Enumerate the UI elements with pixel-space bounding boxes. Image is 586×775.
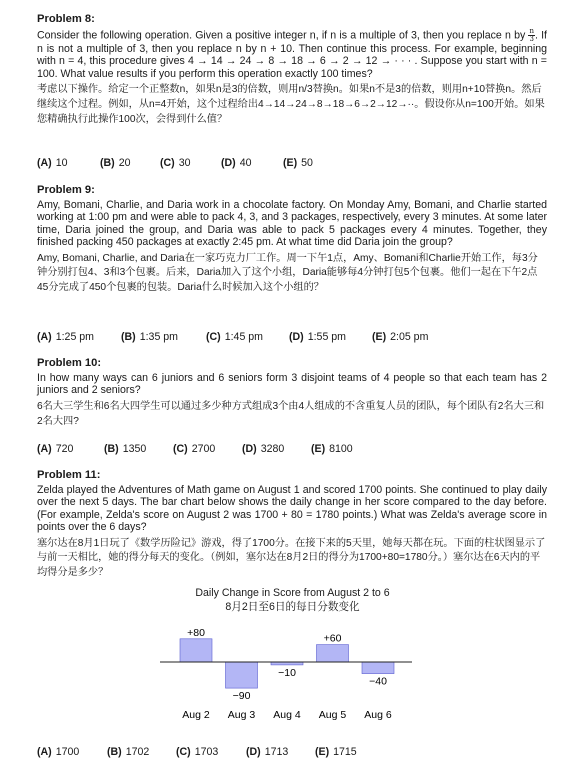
choice-11d[interactable] — [246, 746, 288, 758]
problem-8-english — [37, 28, 547, 80]
choice-9d[interactable] — [289, 331, 346, 343]
choice-value: 1715 — [333, 746, 357, 758]
choice-10d[interactable] — [242, 443, 284, 455]
problem-8-chinese: 考虑以下操作。给定一个正整数n，如果n是3的倍数，则用n/3替换n。如果n不是3的倍数，则用n+10替换n。然后继续这个过程。例如，从n=4开始，这个过程给出4→14→24→8→18→6→2→12→··。假设你从n=100开始。如果您精确执行此操作100次，会得到什么值？ — [37, 84, 545, 125]
choice-8c[interactable] — [160, 157, 191, 169]
x-tick-label: Aug 5 — [318, 709, 347, 721]
choice-value: 1350 — [122, 443, 147, 455]
choice-letter: (B) — [107, 746, 122, 758]
choice-9a[interactable] — [37, 331, 94, 343]
bar-data-label: −10 — [278, 666, 296, 679]
choice-8e[interactable] — [283, 157, 313, 169]
bar-data-label: −40 — [369, 675, 387, 688]
fraction-numerator: n — [529, 27, 534, 35]
choice-10b[interactable] — [104, 443, 146, 455]
choice-11a[interactable] — [37, 746, 79, 758]
choice-9e[interactable] — [372, 331, 428, 343]
choice-11c[interactable] — [176, 746, 218, 758]
problem-11-title: Problem 11: — [37, 469, 101, 481]
choice-9c[interactable] — [206, 331, 263, 343]
choice-value: 10 — [55, 157, 68, 169]
choice-value: 1:35 pm — [139, 331, 178, 343]
x-tick-label: Aug 2 — [182, 709, 210, 721]
choice-letter: (E) — [315, 746, 330, 758]
problem-9 — [37, 183, 547, 296]
choice-value: 2700 — [191, 443, 216, 455]
choice-11e[interactable] — [315, 746, 357, 758]
fraction-denominator: 3 — [529, 35, 534, 43]
x-tick-label: Aug 6 — [364, 709, 392, 721]
choice-value: 2:05 pm — [390, 331, 429, 343]
choice-letter: (C) — [173, 443, 188, 455]
problem-11-choices — [37, 746, 557, 760]
choice-letter: (A) — [37, 443, 52, 455]
choice-value: 1703 — [194, 746, 219, 758]
problem-10-choices — [37, 443, 557, 457]
problem-8-english-part1: Consider the following operation. Given a positive integer n, if n is a multiple of 3, then you replace n by — [37, 29, 526, 42]
choice-value: 40 — [239, 157, 252, 169]
bar-aug-3 — [226, 662, 258, 688]
bar-data-label: +80 — [187, 626, 205, 639]
choice-value: 1700 — [55, 746, 80, 758]
choice-letter: (B) — [121, 331, 136, 343]
choice-letter: (D) — [289, 331, 304, 343]
choice-letter: (C) — [176, 746, 191, 758]
bar-chart-svg — [160, 585, 425, 725]
choice-value: 3280 — [260, 443, 285, 455]
problem-9-chinese: Amy, Bomani, Charlie, and Daria在一家巧克力厂工作。周一下午1点，Amy、Bomani和Charlie开始工作，每3分钟分别打包4、3和3个包裹。后来，Daria加入了这个小组，Daria能够每4分钟打包5个包裹。他们一起在下午2点45分完成了450个包裹的包装。Daria什么时候加入这个小组的？ — [37, 252, 538, 294]
choice-letter: (A) — [37, 157, 52, 169]
problem-9-title: Problem 9: — [37, 184, 95, 196]
choice-letter: (E) — [311, 443, 326, 455]
problem-10 — [37, 356, 547, 429]
choice-10c[interactable] — [173, 443, 215, 455]
choice-letter: (B) — [104, 443, 119, 455]
choice-letter: (D) — [242, 443, 257, 455]
choice-letter: (C) — [206, 331, 221, 343]
problem-8-choices — [37, 157, 557, 171]
choice-value: 1:45 pm — [224, 331, 263, 343]
choice-letter: (D) — [221, 157, 236, 169]
choice-letter: (D) — [246, 746, 261, 758]
choice-8d[interactable] — [221, 157, 252, 169]
x-tick-label: Aug 4 — [273, 709, 301, 721]
choice-8b[interactable] — [100, 157, 131, 169]
choice-value: 1:55 pm — [307, 331, 346, 343]
choice-10a[interactable] — [37, 443, 73, 455]
problem-11-chinese: 塞尔达在8月1日玩了《数学历险记》游戏，得了1700分。在接下来的5天里，她每天都在玩。下面的柱状图显示了与前一天相比，她的得分每天的变化。（例如，塞尔达在8月2日的得分为1700+80=1780分。）塞尔达在6天内的平均得分是多少？ — [37, 537, 546, 579]
chart-title: Daily Change in Score from August 2 to 6 — [195, 587, 390, 599]
chart-subtitle: 8月2日至6日的每日分数变化 — [225, 601, 360, 613]
x-tick-label: Aug 3 — [227, 709, 256, 721]
choice-11b[interactable] — [107, 746, 149, 758]
choice-value: 50 — [301, 157, 313, 169]
choice-8a[interactable] — [37, 157, 68, 169]
choice-value: 1:25 pm — [55, 331, 94, 343]
problem-9-english: Amy, Bomani, Charlie, and Daria work in a chocolate factory. On Monday Amy, Bomani, and Charlie started working at 1:00 pm and were able to pack 4, 3, and 3 packages, respectively, every 3 minutes. At some later time, Daria joined the group, and Daria was able to pack 5 packages every 4 minutes. Together, they finished packing 450 packages at exactly 2:45 pm. At what time did Daria join the group? — [37, 199, 547, 249]
choice-letter: (A) — [37, 746, 52, 758]
choice-9b[interactable] — [121, 331, 178, 343]
problem-10-chinese: 6名大三学生和6名大四学生可以通过多少种方式组成3个由4人组成的不含重复人员的团队，每个团队有2名大三和2名大四? — [37, 400, 545, 427]
problem-11-english: Zelda played the Adventures of Math game on August 1 and scored 1700 points. She continued to play daily over the next 5 days. The bar chart below shows the daily change in her score compared to the day before. (For example, Zelda's score on August 2 was 1700 + 80 = 1780 points.) What was Zelda's average score in points over the 6 days? — [37, 484, 547, 534]
problem-8 — [37, 12, 547, 128]
choice-value: 1713 — [264, 746, 289, 758]
choice-value: 20 — [118, 157, 131, 169]
problem-8-english-part2: . If n is not a multiple of 3, then you replace n by n + 10. Then continue this process. For example, beginning with n = 4, this procedure gives 4 → 14 → 24 → 8 → 18 → 6 → 2 → 12 → · · · . Suppose you start with n = 100. What value results if you perform this operation exactly 100 times? — [37, 29, 547, 80]
problem-11 — [37, 468, 547, 581]
bar-aug-2 — [180, 639, 212, 662]
choice-letter: (E) — [372, 331, 387, 343]
problem-8-title: Problem 8: — [37, 13, 95, 25]
choice-value: 8100 — [329, 443, 353, 455]
choice-value: 30 — [178, 157, 191, 169]
problem-9-choices — [37, 331, 557, 345]
choice-value: 1702 — [125, 746, 150, 758]
choice-letter: (E) — [283, 157, 298, 169]
choice-10e[interactable] — [311, 443, 353, 455]
problem-10-english: In how many ways can 6 juniors and 6 seniors form 3 disjoint teams of 4 people so that each team has 2 juniors and 2 seniors? — [37, 372, 547, 397]
problem-10-title: Problem 10: — [37, 357, 102, 369]
choice-value: 720 — [55, 443, 74, 455]
bar-data-label: −90 — [232, 690, 251, 703]
score-change-chart — [160, 585, 425, 725]
choice-letter: (A) — [37, 331, 52, 343]
choice-letter: (B) — [100, 157, 115, 169]
bar-data-label: +60 — [323, 632, 342, 645]
bar-aug-6 — [362, 662, 394, 674]
bar-aug-5 — [317, 645, 349, 662]
choice-letter: (C) — [160, 157, 175, 169]
